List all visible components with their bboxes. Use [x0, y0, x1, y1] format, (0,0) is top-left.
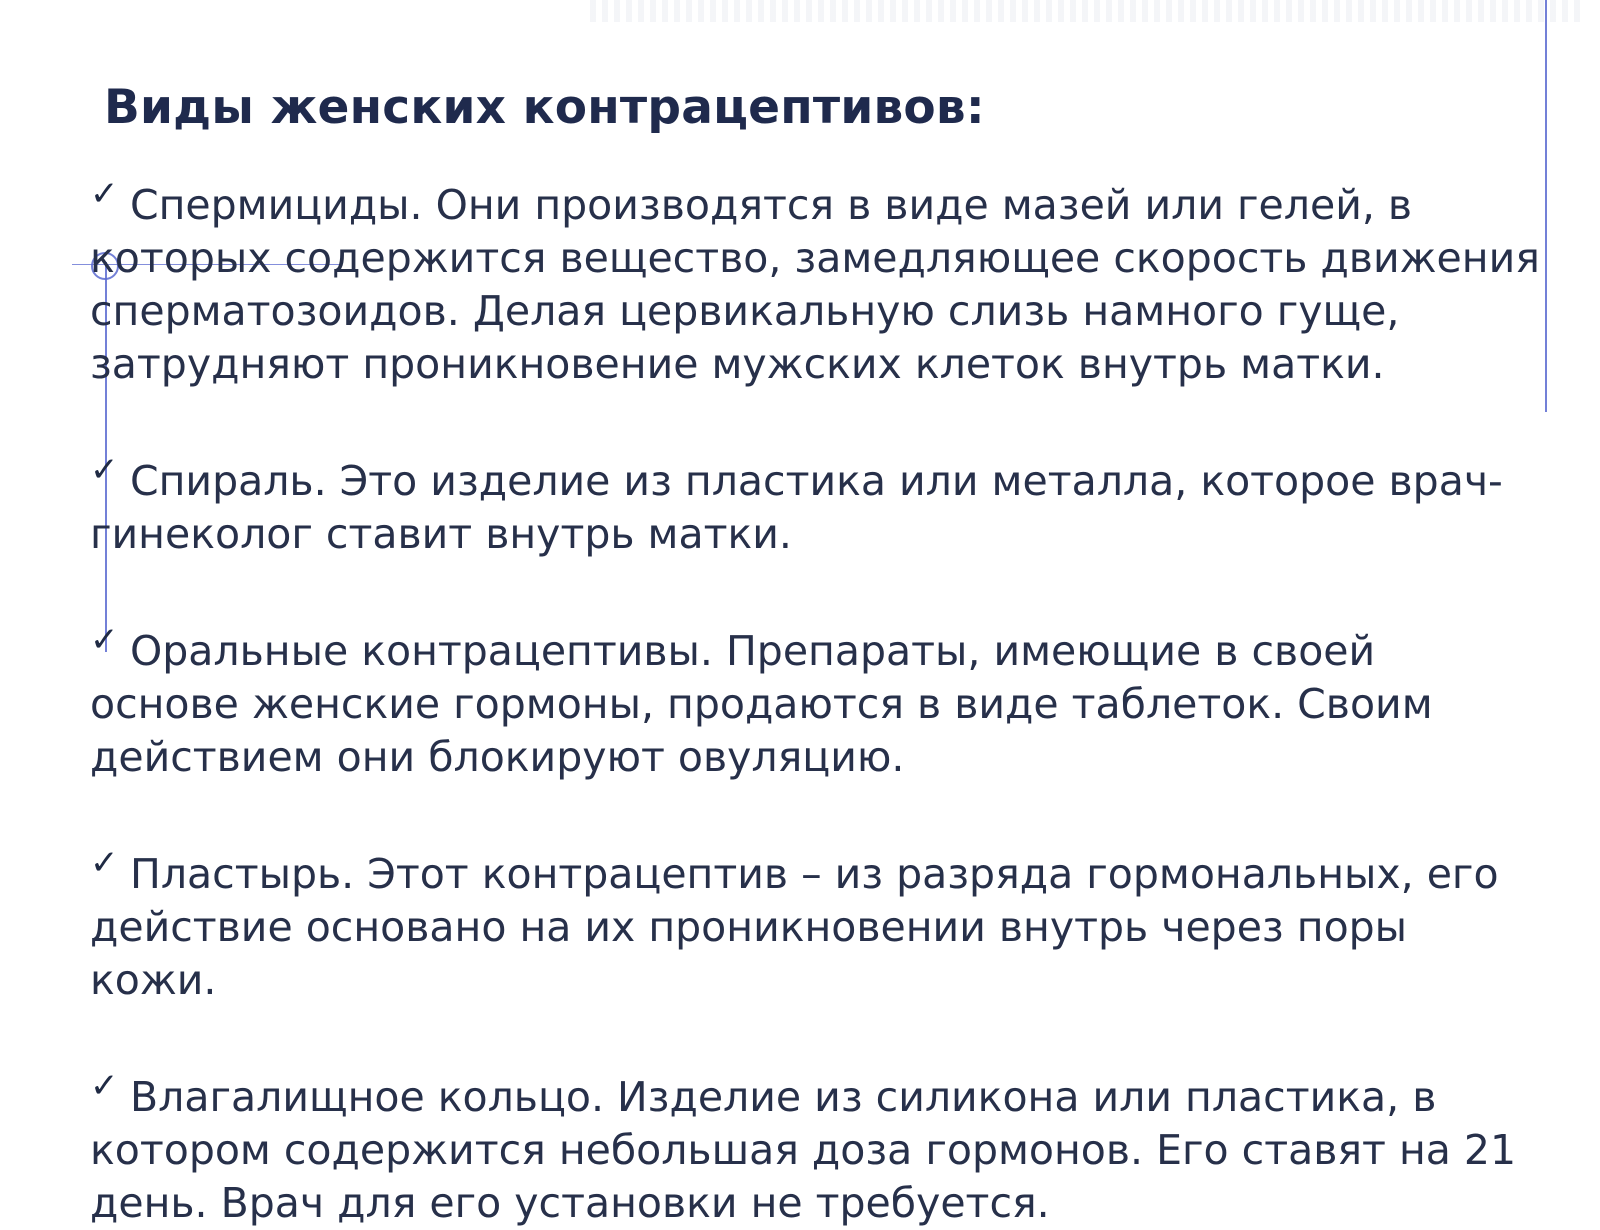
list-item-text: Пластырь. Этот контрацептив – из разряда гормональных, его действие основано на их проникновении внутрь через поры кожи.	[90, 850, 1499, 1004]
list-item-iud	[90, 444, 1560, 561]
check-icon: ✓	[90, 1066, 119, 1106]
contraceptive-list	[90, 168, 1560, 1230]
slide-title: Виды женских контрацептивов:	[104, 80, 985, 135]
check-icon: ✓	[90, 174, 119, 214]
check-icon: ✓	[90, 843, 119, 883]
list-item-text: Влагалищное кольцо. Изделие из силикона или пластика, в котором содержится небольшая доза гормонов. Его ставят на 21 день. Врач для его установки не требуется.	[90, 1073, 1517, 1227]
list-item-patch	[90, 837, 1560, 1007]
list-item-text: Спираль. Это изделие из пластика или металла, которое врач- гинеколог ставит внутрь матки.	[90, 457, 1503, 558]
check-icon: ✓	[90, 620, 119, 660]
decorative-strip	[590, 0, 1580, 22]
list-item-oral	[90, 614, 1560, 784]
list-item-ring	[90, 1060, 1560, 1230]
list-item-spermicides	[90, 168, 1560, 391]
list-item-text: Оральные контрацептивы. Препараты, имеющие в своей основе женские гормоны, продаются в виде таблеток. Своим действием они блокируют овуляцию.	[90, 627, 1433, 781]
list-item-text: Спермициды. Они производятся в виде мазей или гелей, в которых содержится вещество, замедляющее скорость движения сперматозоидов. Делая цервикальную слизь намного гуще, затрудняют проникновение мужских клеток внутрь матки.	[90, 181, 1540, 388]
check-icon: ✓	[90, 450, 119, 490]
